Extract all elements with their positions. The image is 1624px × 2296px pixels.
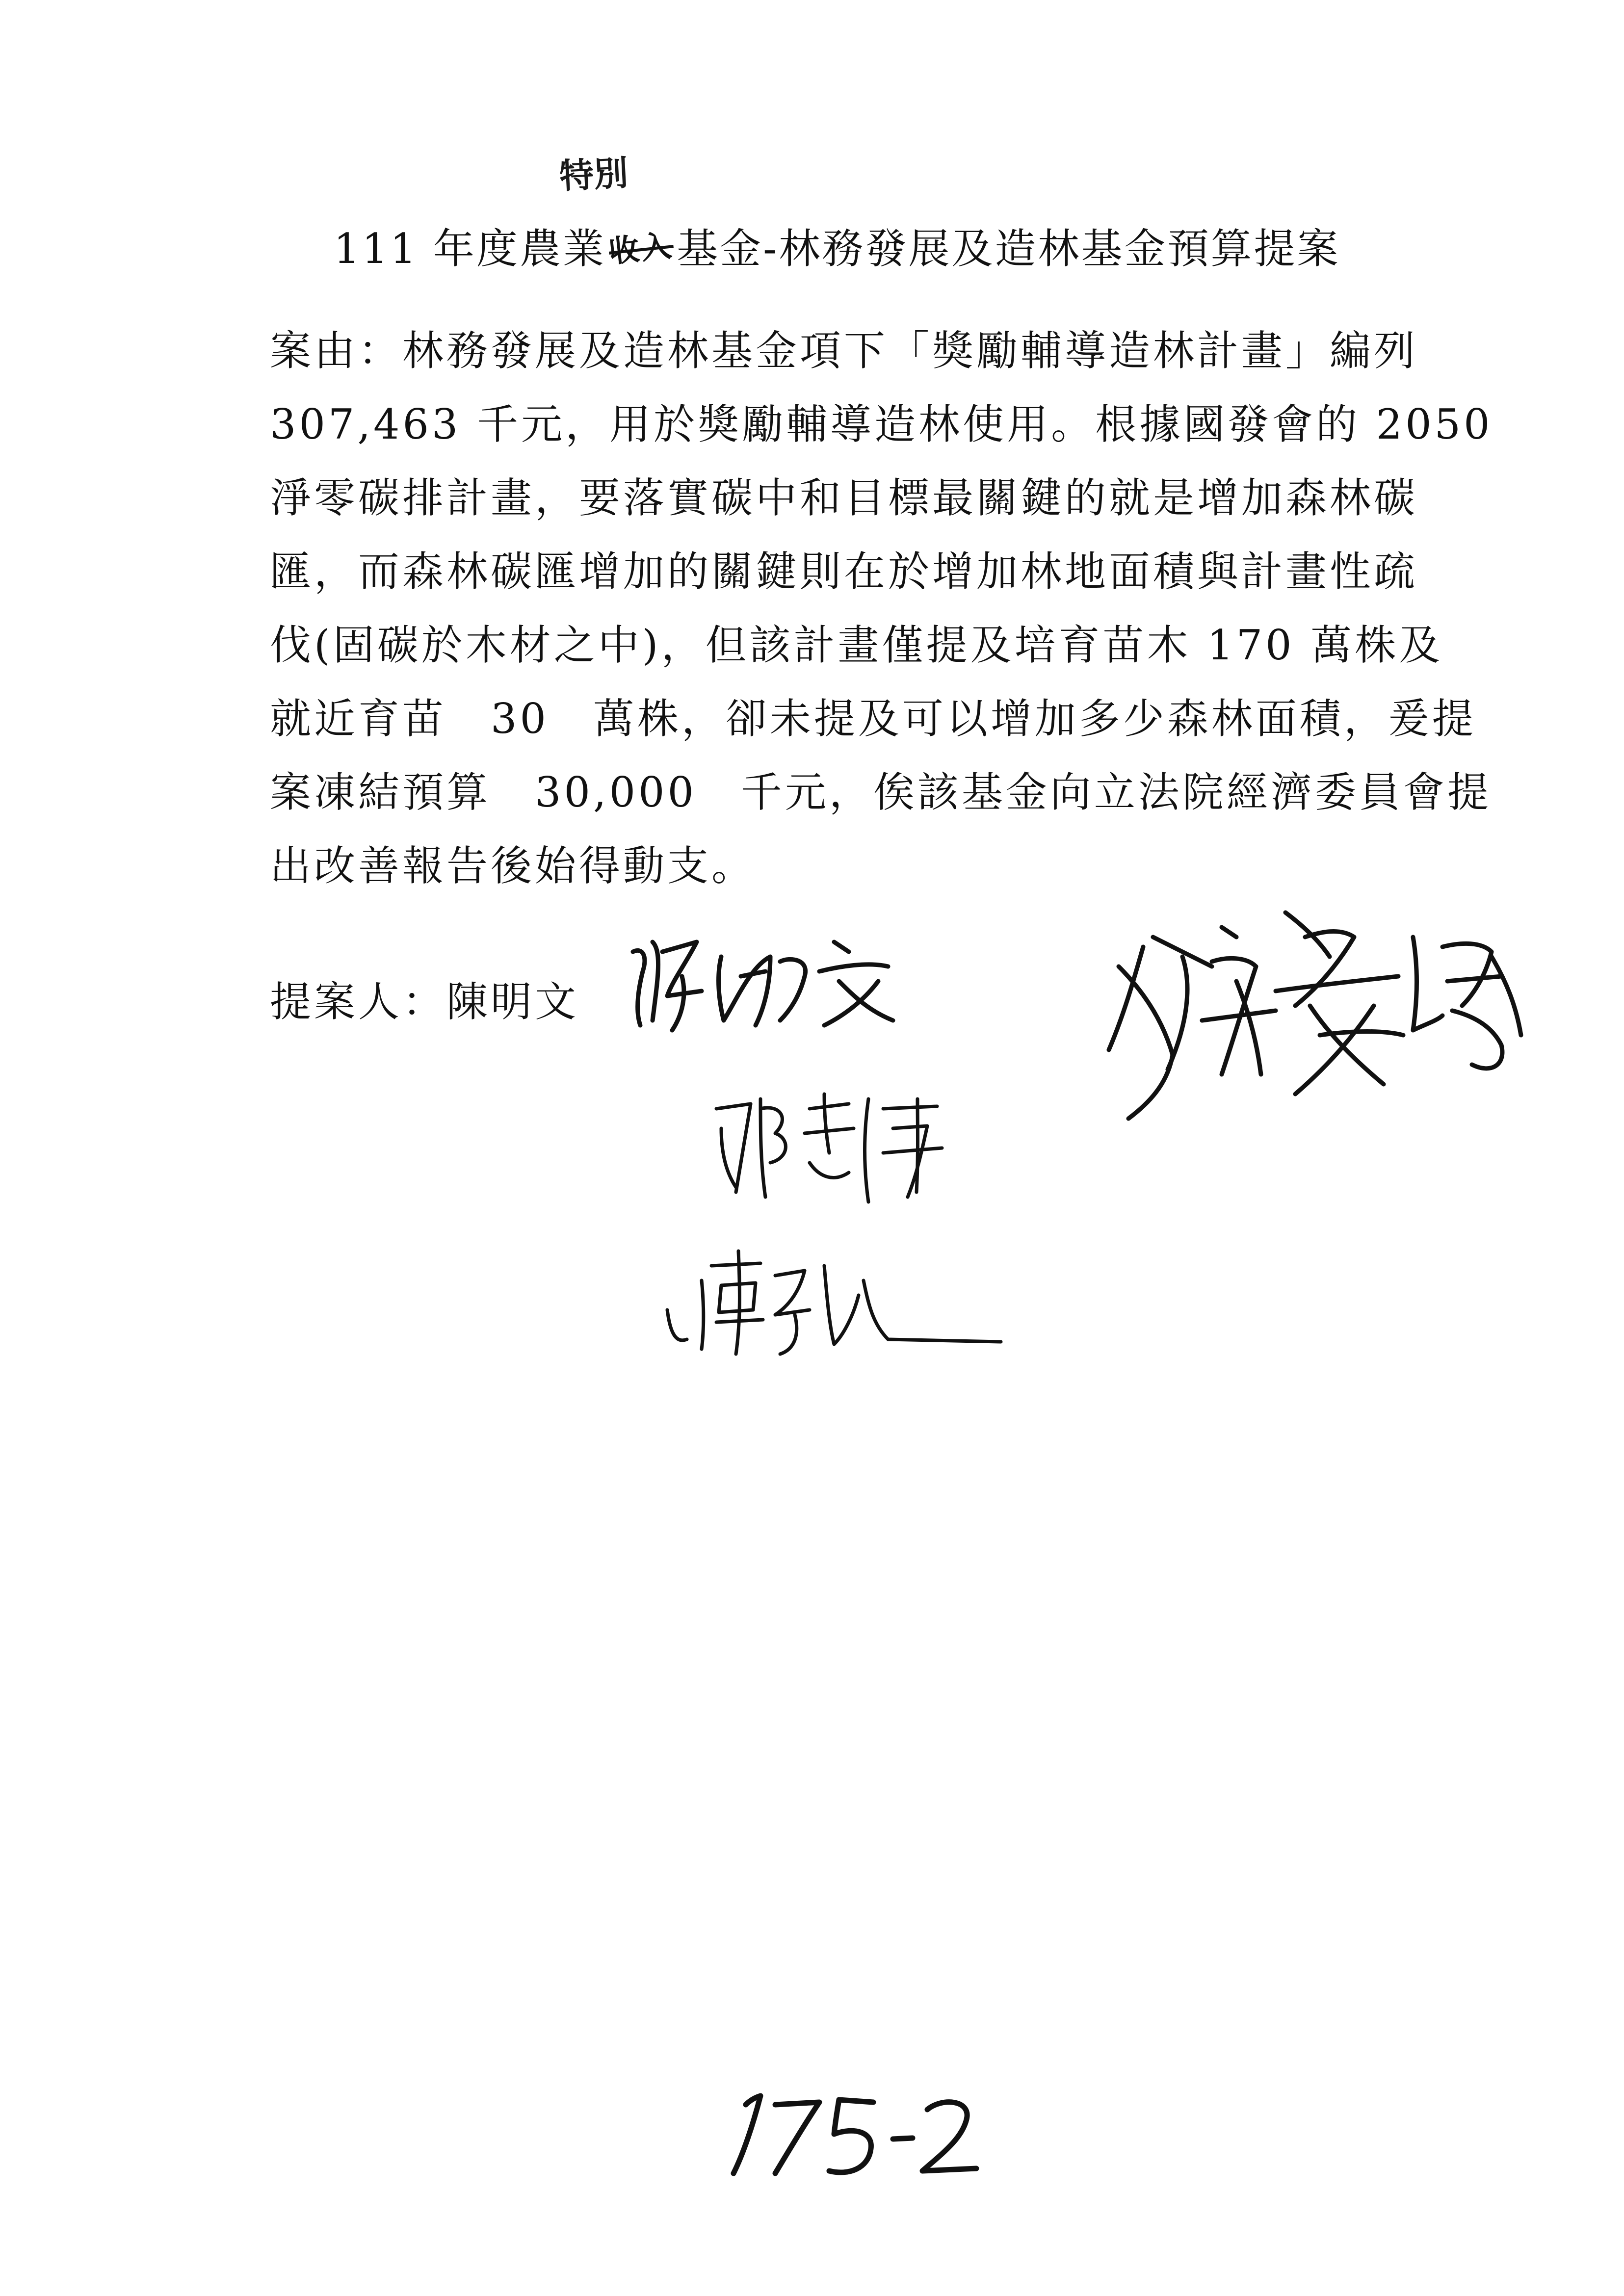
body-line: 案由：林務發展及造林基金項下「獎勵輔導造林計畫」編列: [270, 327, 1418, 375]
body-line: 匯，而森林碳匯增加的關鍵則在於增加林地面積與計畫性疏: [270, 548, 1418, 596]
body-line: 就近育苗 30 萬株，卻未提及可以增加多少森林面積，爰提: [270, 695, 1476, 743]
page-number: [726, 2090, 981, 2180]
signature-chiu-chih-wei: [707, 1079, 962, 1207]
body-line: 307,463 千元，用於獎勵輔導造林使用。根據國發會的 2050: [270, 400, 1493, 448]
body-line: 淨零碳排計畫，要落實碳中和目標最關鍵的就是增加森林碳: [270, 474, 1418, 522]
proposer-label: 提案人：陳明文: [270, 978, 579, 1026]
signature-hsu-chih-chieh: [1099, 908, 1541, 1133]
signature-chen-ching-min: [657, 1236, 1011, 1364]
body-line: 伐(固碳於木材之中)，但該計畫僅提及培育苗木 170 萬株及: [270, 621, 1443, 669]
title-struck-word: 收入: [607, 227, 676, 270]
signature-chen-ming-wen: [623, 922, 898, 1040]
proposal-body: [270, 314, 1493, 903]
body-line: 出改善報告後始得動支。: [270, 842, 756, 890]
title-prefix: 111 年度農業: [334, 225, 606, 273]
title-suffix: 基金-林務發展及造林基金預算提案: [677, 225, 1340, 273]
handwritten-insertion: 特別: [558, 153, 629, 197]
body-line: 案凍結預算 30,000 千元，俟該基金向立法院經濟委員會提: [270, 768, 1492, 816]
document-title: [334, 216, 1340, 275]
